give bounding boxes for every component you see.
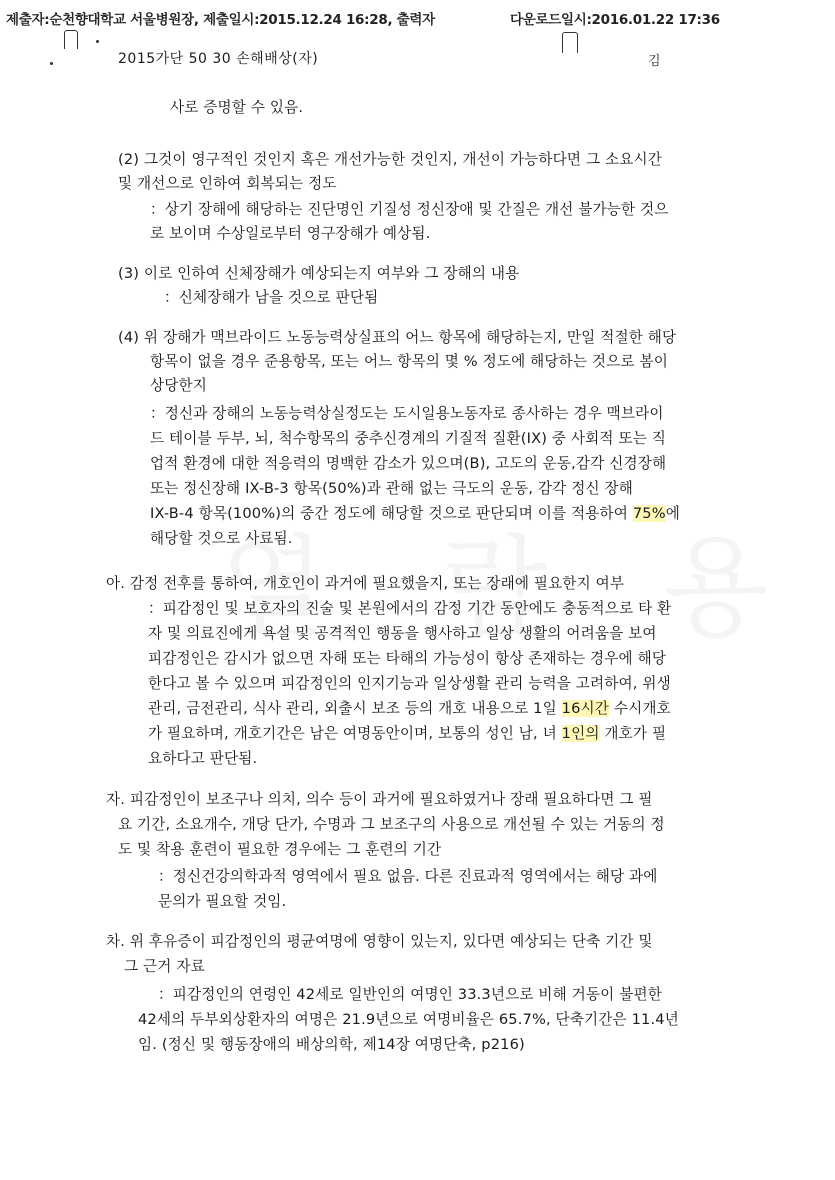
text-line: 한다고 볼 수 있으며 피감정인의 인지기능과 일상생활 관리 능력을 고려하여, 위생	[148, 675, 671, 692]
text-line: 요하다고 판단됨.	[148, 750, 258, 767]
binder-mark-left	[64, 30, 78, 49]
binder-mark-right	[562, 32, 578, 53]
highlighted-value: 75%	[632, 505, 666, 522]
section-heading-4: (4) 위 장해가 맥브라이드 노동능력상실표의 어느 항목에 해당하는지, 만일 적절한 해당	[118, 329, 677, 346]
case-name-fragment: 김	[648, 54, 661, 69]
text-line	[150, 502, 680, 526]
text-line	[148, 697, 671, 721]
text-line: 임. (정신 및 행동장애의 배상의학, 제14장 여명단축, p216)	[138, 1036, 525, 1053]
section-heading-cha-cont: 그 근거 자료	[124, 958, 205, 975]
section-heading-a: 아. 감정 전후를 통하여, 개호인이 과거에 필요했을지, 또는 장래에 필요한지 여부	[106, 575, 625, 592]
highlighted-value: 16시간	[561, 700, 610, 717]
text-line: 로 보이며 수상일로부터 영구장해가 예상됨.	[150, 225, 431, 242]
section-heading-ja-cont: 도 및 착용 훈련이 필요한 경우에는 그 훈련의 기간	[118, 841, 442, 858]
section-heading-ja-cont: 요 기간, 소요개수, 개당 단가, 수명과 그 보조구의 사용으로 개선될 수 있는 거동의 정	[118, 816, 665, 833]
section-heading-3: (3) 이로 인하여 신체장해가 예상되는지 여부와 그 장해의 내용	[118, 265, 520, 282]
download-timestamp: 다운로드일시:2016.01.22 17:36	[510, 12, 720, 28]
highlighted-value: 1인의	[561, 725, 600, 742]
text-segment: 수시개호	[613, 700, 671, 717]
text-line: 사로 증명할 수 있음.	[170, 99, 304, 116]
text-line: ：정신과 장해의 노동능력상실정도는 도시일용노동자로 종사하는 경우 맥브라이	[150, 405, 664, 422]
text-line: ：정신건강의학과적 영역에서 필요 없음. 다른 진료과적 영역에서는 해당 과에	[158, 868, 658, 885]
text-line: ：상기 장해에 해당하는 진단명인 기질성 정신장애 및 간질은 개선 불가능한 것으	[150, 201, 669, 218]
section-heading-cha: 차. 위 후유증이 피감정인의 평균여명에 영향이 있는지, 있다면 예상되는 단축 기간 및	[106, 933, 653, 950]
text-segment: 관리, 금전관리, 식사 관리, 외출시 보조 등의 개호 내용으로 1일	[148, 700, 557, 717]
text-segment: 개호가 필	[604, 725, 667, 742]
text-line: 피감정인은 감시가 없으면 자해 또는 타해의 가능성이 항상 존재하는 경우에 해당	[148, 650, 667, 667]
text-line: ：신체장해가 남을 것으로 판단됨	[164, 289, 379, 306]
text-line: 드 테이블 두부, 뇌, 척수항목의 중추신경계의 기질적 질환(IX) 중 사회적 또는 직	[150, 430, 666, 447]
text-line: ：피감정인의 연령인 42세로 일반인의 여명인 33.3년으로 비해 거동이 불편한	[158, 986, 662, 1003]
text-line: 42세의 두부외상환자의 여명은 21.9년으로 여명비율은 65.7%, 단축기간은 11.4년	[138, 1011, 679, 1028]
text-line	[148, 722, 666, 746]
section-heading-4-cont: 항목이 없을 경우 준용항목, 또는 어느 항목의 몇 % 정도에 해당하는 것으로 봄이	[150, 353, 668, 370]
case-number: 2015가단 50 30 손해배상(자)	[118, 51, 319, 67]
text-segment: 가 필요하며, 개호기간은 남은 여명동안이며, 보통의 성인 남, 녀	[148, 725, 557, 742]
scan-dot	[96, 40, 99, 43]
text-segment: IX-B-4 항목(100%)의 중간 정도에 해당할 것으로 판단되며 이를 적용하여	[150, 505, 629, 522]
section-heading-2: (2) 그것이 영구적인 것인지 혹은 개선가능한 것인지, 개선이 가능하다면 그 소요시간	[118, 151, 662, 168]
text-line: 문의가 필요할 것임.	[158, 893, 287, 910]
submission-header: 제출자:순천향대학교 서울병원장, 제출일시:2015.12.24 16:28, 출력자	[6, 12, 435, 28]
text-line: 해당할 것으로 사료됨.	[150, 530, 293, 547]
section-heading-4-cont: 상당한지	[150, 377, 207, 394]
text-line: 업적 환경에 대한 적응력의 명백한 감소가 있으며(B), 고도의 운동,감각 신경장해	[150, 455, 667, 472]
text-segment: 에	[665, 505, 680, 522]
section-heading-2-cont: 및 개선으로 인하여 회복되는 정도	[118, 175, 337, 192]
text-line: ：피감정인 및 보호자의 진술 및 본원에서의 감정 기간 동안에도 충동적으로 타 환	[148, 600, 672, 617]
text-line: 또는 정신장해 IX-B-3 항목(50%)과 관해 없는 극도의 운동, 감각 정신 장해	[150, 480, 633, 497]
text-line: 자 및 의료진에게 욕설 및 공격적인 행동을 행사하고 일상 생활의 어려움을 보여	[148, 625, 657, 642]
section-heading-ja: 자. 피감정인이 보조구나 의치, 의수 등이 과거에 필요하였거나 장래 필요하다면 그 필	[106, 791, 653, 808]
scan-dot	[50, 62, 53, 65]
